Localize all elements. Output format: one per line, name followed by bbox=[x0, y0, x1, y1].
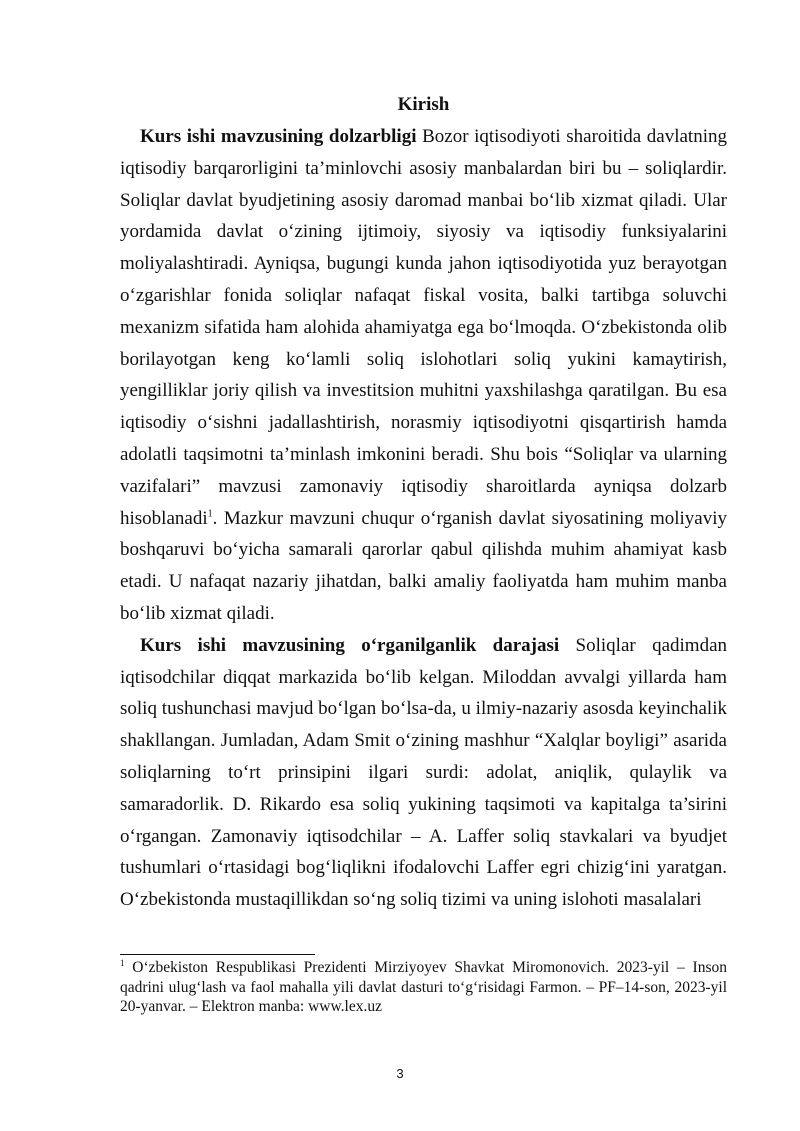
footnote-mark: 1 bbox=[120, 957, 125, 968]
paragraph-study-degree bbox=[120, 630, 727, 916]
footnote bbox=[120, 958, 727, 1017]
page-number: 3 bbox=[396, 1066, 404, 1081]
paragraph-text-relevance-part1: Bozor iqtisodiyoti sharoitida davlatning iqtisodiy barqarorligini ta’minlovchi asosiy manbalardan biri bu – soliqlardir. Soliqlar davlat byudjetining asosiy daromad manbai bo‘lib xizmat qiladi. Ular yordamida davlat o‘zining ijtimoiy, siyosiy va iqtisodiy funksiyalarini moliyalashtiradi. Ayniqsa, bugungi kunda jahon iqtisodiyotida yuz berayotgan o‘zgarishlar fonida soliqlar nafaqat fiskal vosita, balki tartibga soluvchi mexanizm sifatida ham alohida ahamiyatga ega bo‘lmoqda. O‘zbekistonda olib borilayotgan keng ko‘lamli soliq islohotlari soliq yukini kamaytirish, yengilliklar joriy qilish va investitsion muhitni yaxshilashga qaratilgan. Bu esa iqtisodiy o‘sishni jadallashtirish, norasmiy iqtisodiyotni qisqartirish hamda adolatli taqsimotni ta’minlash imkonini beradi. Shu bois “Soliqlar va ularning vazifalari” mavzusi zamonaviy iqtisodiy sharoitlarda ayniqsa dolzarb hisoblanadi bbox=[120, 126, 727, 529]
paragraph-heading-study-degree: Kurs ishi mavzusining o‘rganilganlik darajasi bbox=[140, 634, 560, 656]
paragraph-relevance bbox=[120, 121, 727, 630]
paragraph-text-relevance-part2: . Mazkur mavzuni chuqur o‘rganish davlat siyosatining moliyaviy boshqaruvi bo‘yicha samarali qarorlar qabul qilishda muhim ahamiyat kasb etadi. U nafaqat nazariy jihatdan, balki amaliy faoliyatda ham muhim manba bo‘lib xizmat qiladi. bbox=[120, 507, 727, 624]
paragraph-text-study-degree: Soliqlar qadimdan iqtisodchilar diqqat markazida bo‘lib kelgan. Miloddan avvalgi yillarda ham soliq tushunchasi mavjud bo‘lgan bo‘lsa-da, u ilmiy-nazariy asosda keyinchalik shakllangan. Jumladan, Adam Smit o‘zining mashhur “Xalqlar boyligi” asarida soliqlarning to‘rt prinsipini ilgari surdi: adolat, aniqlik, qulaylik va samaradorlik. D. Rikardo esa soliq yukining taqsimoti va kapitalga ta’sirini o‘rgangan. Zamonaviy iqtisodchilar – A. Laffer soliq stavkalari va byudjet tushumlari o‘rtasidagi bog‘liqlikni ifodalovchi Laffer egri chizig‘ini yaratgan. O‘zbekistonda mustaqillikdan so‘ng soliq tizimi va uning islohoti masalalari bbox=[120, 634, 727, 911]
footnote-reference[interactable]: 1 bbox=[207, 508, 213, 520]
footnote-text: O‘zbekiston Respublikasi Prezidenti Mirziyoyev Shavkat Miromonovich. 2023-yil – Inson qadrini ulug‘lash va faol mahalla yili davlat dasturi to‘g‘risidagi Farmon. – PF–14-son, 2023-yil 20-yanvar. – Elektron manba: www.lex.uz bbox=[120, 959, 727, 1015]
page-body bbox=[120, 90, 727, 916]
paragraph-heading-relevance: Kurs ishi mavzusining dolzarbligi bbox=[140, 126, 417, 147]
footnote-separator bbox=[120, 954, 315, 955]
section-title: Kirish bbox=[397, 94, 450, 115]
